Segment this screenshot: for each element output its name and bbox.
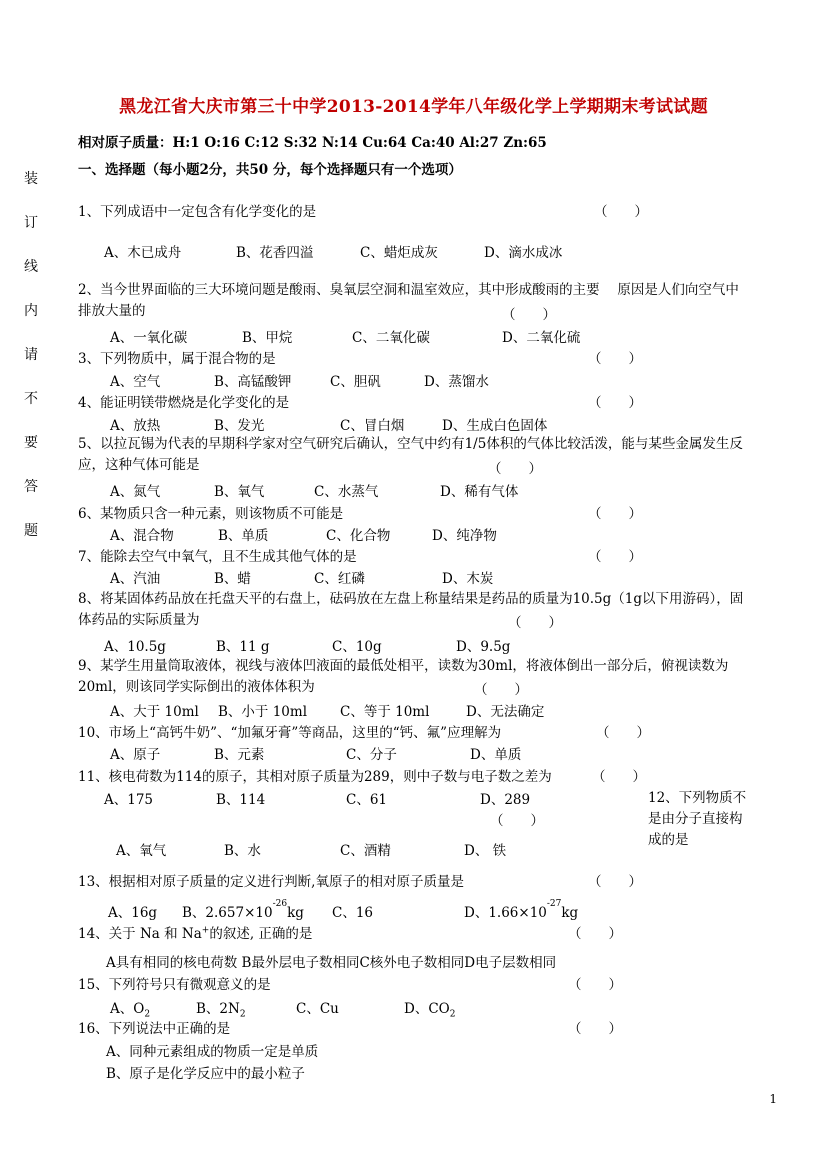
question-13-stem: 13、根据相对原子质量的定义进行判断,氧原子的相对原子质量是 — [78, 874, 464, 890]
question-3-stem: 3、下列物质中，属于混合物的是 — [78, 351, 276, 367]
option-b: B、11 g — [216, 639, 270, 655]
question-16-stem: 16、下列说法中正确的是 — [78, 1021, 231, 1037]
option-a: A、氮气 — [110, 484, 161, 500]
question-14-stem — [78, 922, 312, 942]
option-a: A、大于 10ml — [110, 704, 199, 720]
answer-bracket: （ ） — [568, 926, 622, 942]
section-heading: 一、选择题（每小题2分，共50 分，每个选择题只有一个选项） — [78, 162, 462, 178]
question-14-stem-tail: 的叙述, 正确的是 — [209, 926, 313, 942]
option-d: D、纯净物 — [432, 528, 497, 544]
option-a: A、一氧化碳 — [110, 330, 188, 346]
option-b-text: B、2N — [196, 1001, 240, 1017]
option-d: D、 铁 — [464, 843, 507, 859]
sidebar-char: 不 — [24, 391, 38, 407]
option-d: D、生成白色固体 — [442, 418, 548, 434]
option-a: A、10.5g — [104, 639, 166, 655]
option-c: C、化合物 — [326, 528, 391, 544]
answer-bracket: （ ） — [588, 351, 642, 367]
question-1-stem: 1、下列成语中一定包含有化学变化的是 — [78, 204, 317, 220]
option-d-exponent: -27 — [546, 898, 562, 909]
option-b: B、单质 — [218, 528, 269, 544]
option-b-subscript: 2 — [239, 1009, 246, 1020]
option-c: C、蜡炬成灰 — [360, 245, 438, 261]
answer-bracket: （ ） — [588, 506, 642, 522]
option-b: B、114 — [216, 792, 266, 808]
option-c: C、二氧化碳 — [352, 330, 430, 346]
option-c: C、10g — [332, 639, 382, 655]
answer-bracket: （ ） — [474, 682, 528, 698]
question-16-option-a: A、同种元素组成的物质一定是单质 — [106, 1044, 319, 1060]
option-d — [464, 898, 579, 921]
exam-title: 黑龙江省大庆市第三十中学2013-2014学年八年级化学上学期期末考试试题 — [119, 97, 708, 117]
question-8-stem: 8、将某固体药品放在托盘天平的右盘上，砝码放在左盘上称量结果是药品的质量为10.5g（1g以下用游码），固体药品的实际质量为 — [78, 591, 744, 628]
question-4-stem: 4、能证明镁带燃烧是化学变化的是 — [78, 395, 290, 411]
sidebar-char: 要 — [24, 435, 38, 451]
answer-bracket: （ ） — [594, 204, 648, 220]
answer-bracket: （ ） — [490, 813, 544, 829]
question-14-options: A具有相同的核电荷数 B最外层电子数相同C核外电子数相同D电子层数相同 — [106, 955, 557, 971]
question-16-option-b: B、原子是化学反应中的最小粒子 — [106, 1066, 305, 1082]
question-10-stem: 10、市场上“高钙牛奶”、“加氟牙膏”等商品，这里的“钙、氟”应理解为 — [78, 725, 502, 741]
option-a: A、氧气 — [116, 843, 167, 859]
option-b: B、小于 10ml — [218, 704, 308, 720]
question-7-stem: 7、能除去空气中氧气，且不生成其他气体的是 — [78, 549, 357, 565]
question-11-stem: 11、核电荷数为114的原子，其相对原子质量为289，则中子数与电子数之差为 — [78, 769, 552, 785]
question-15-stem: 15、下列符号只有微观意义的是 — [78, 977, 271, 993]
option-a: A、16g — [108, 905, 158, 921]
answer-bracket: （ ） — [508, 615, 562, 631]
option-d: D、单质 — [470, 747, 522, 763]
answer-bracket: （ ） — [588, 395, 642, 411]
answer-bracket: （ ） — [596, 725, 650, 741]
sidebar-char: 线 — [24, 259, 38, 275]
option-a-text: A、O — [110, 1001, 145, 1017]
option-d: D、木炭 — [442, 571, 494, 587]
option-b — [182, 898, 304, 921]
option-d: D、稀有气体 — [440, 484, 519, 500]
answer-bracket: （ ） — [488, 461, 542, 477]
option-a: A、放热 — [110, 418, 161, 434]
option-d: D、9.5g — [456, 639, 511, 655]
option-c: C、酒精 — [340, 843, 391, 859]
page-number: 1 — [769, 1092, 777, 1106]
question-2-stem: 2、当今世界面临的三大环境问题是酸雨、臭氧层空洞和温室效应，其中形成酸雨的主要 原因是人们向空气中排放大量的 — [78, 282, 739, 319]
option-d-subscript: 2 — [449, 1009, 456, 1020]
sidebar-char: 请 — [24, 347, 38, 363]
option-c: C、分子 — [346, 747, 397, 763]
option-a-subscript: 2 — [144, 1009, 151, 1020]
option-a: A、混合物 — [110, 528, 174, 544]
option-b: B、蜡 — [214, 571, 251, 587]
option-b: B、水 — [224, 843, 261, 859]
option-d-text: D、1.66×10 — [464, 905, 547, 921]
question-5-stem: 5、以拉瓦锡为代表的早期科学家对空气研究后确认，空气中约有1/5体积的气体比较活泼，能与某些金属发生反应，这种气体可能是 — [78, 436, 743, 473]
sidebar-char: 装 — [24, 171, 38, 187]
question-12-stem-text: 12、下列物质不是由分子直接构成的是 — [648, 790, 747, 848]
option-b: B、高锰酸钾 — [214, 374, 292, 390]
question-14-superscript: + — [201, 925, 210, 936]
option-d: D、滴水成冰 — [484, 245, 563, 261]
option-d: D、蒸馏水 — [424, 374, 489, 390]
atomic-mass-line: 相对原子质量：H:1 O:16 C:12 S:32 N:14 Cu:64 Ca:40 Al:27 Zn:65 — [78, 135, 547, 151]
option-c: C、61 — [346, 792, 388, 808]
answer-bracket: （ ） — [568, 1021, 622, 1037]
option-d-unit: kg — [561, 905, 579, 921]
option-a: A、175 — [104, 792, 154, 808]
option-d — [404, 997, 455, 1020]
answer-bracket: （ ） — [588, 874, 642, 890]
option-d: D、二氧化硫 — [502, 330, 581, 346]
option-b: B、甲烷 — [242, 330, 293, 346]
option-b: B、花香四溢 — [236, 245, 314, 261]
option-c: C、冒白烟 — [340, 418, 405, 434]
option-b-exponent: -26 — [272, 898, 288, 909]
option-c: C、水蒸气 — [314, 484, 379, 500]
sidebar-char: 订 — [24, 215, 38, 231]
answer-bracket: （ ） — [588, 549, 642, 565]
option-d: D、289 — [480, 792, 531, 808]
option-c: C、16 — [332, 905, 374, 921]
option-d-text: D、CO — [404, 1001, 450, 1017]
sidebar-char: 答 — [24, 479, 38, 495]
option-a: A、原子 — [110, 747, 161, 763]
question-12-stem — [648, 788, 750, 851]
option-b: B、元素 — [214, 747, 265, 763]
answer-bracket: （ ） — [502, 307, 556, 323]
option-d: D、无法确定 — [466, 704, 545, 720]
question-9-stem: 9、某学生用量筒取液体，视线与液体凹液面的最低处相平，读数为30ml，将液体倒出一部分后，俯视读数为20ml，则该同学实际倒出的液体体积为 — [78, 658, 729, 695]
option-b: B、发光 — [214, 418, 265, 434]
answer-bracket: （ ） — [592, 769, 646, 785]
option-c: C、Cu — [296, 1001, 339, 1017]
option-b-unit: kg — [287, 905, 304, 921]
question-14-stem-text: 14、关于 Na 和 Na — [78, 926, 202, 942]
option-c: C、等于 10ml — [340, 704, 430, 720]
option-c: C、红磷 — [314, 571, 365, 587]
option-a: A、木已成舟 — [104, 245, 182, 261]
question-6-stem: 6、某物质只含一种元素，则该物质不可能是 — [78, 506, 344, 522]
option-b: B、氧气 — [214, 484, 265, 500]
option-b-text: B、2.657×10 — [182, 905, 273, 921]
answer-bracket: （ ） — [568, 977, 622, 993]
option-c: C、胆矾 — [330, 374, 381, 390]
sidebar-char: 内 — [24, 303, 38, 319]
option-a: A、空气 — [110, 374, 161, 390]
sidebar-char: 题 — [24, 523, 38, 539]
option-a: A、汽油 — [110, 571, 161, 587]
